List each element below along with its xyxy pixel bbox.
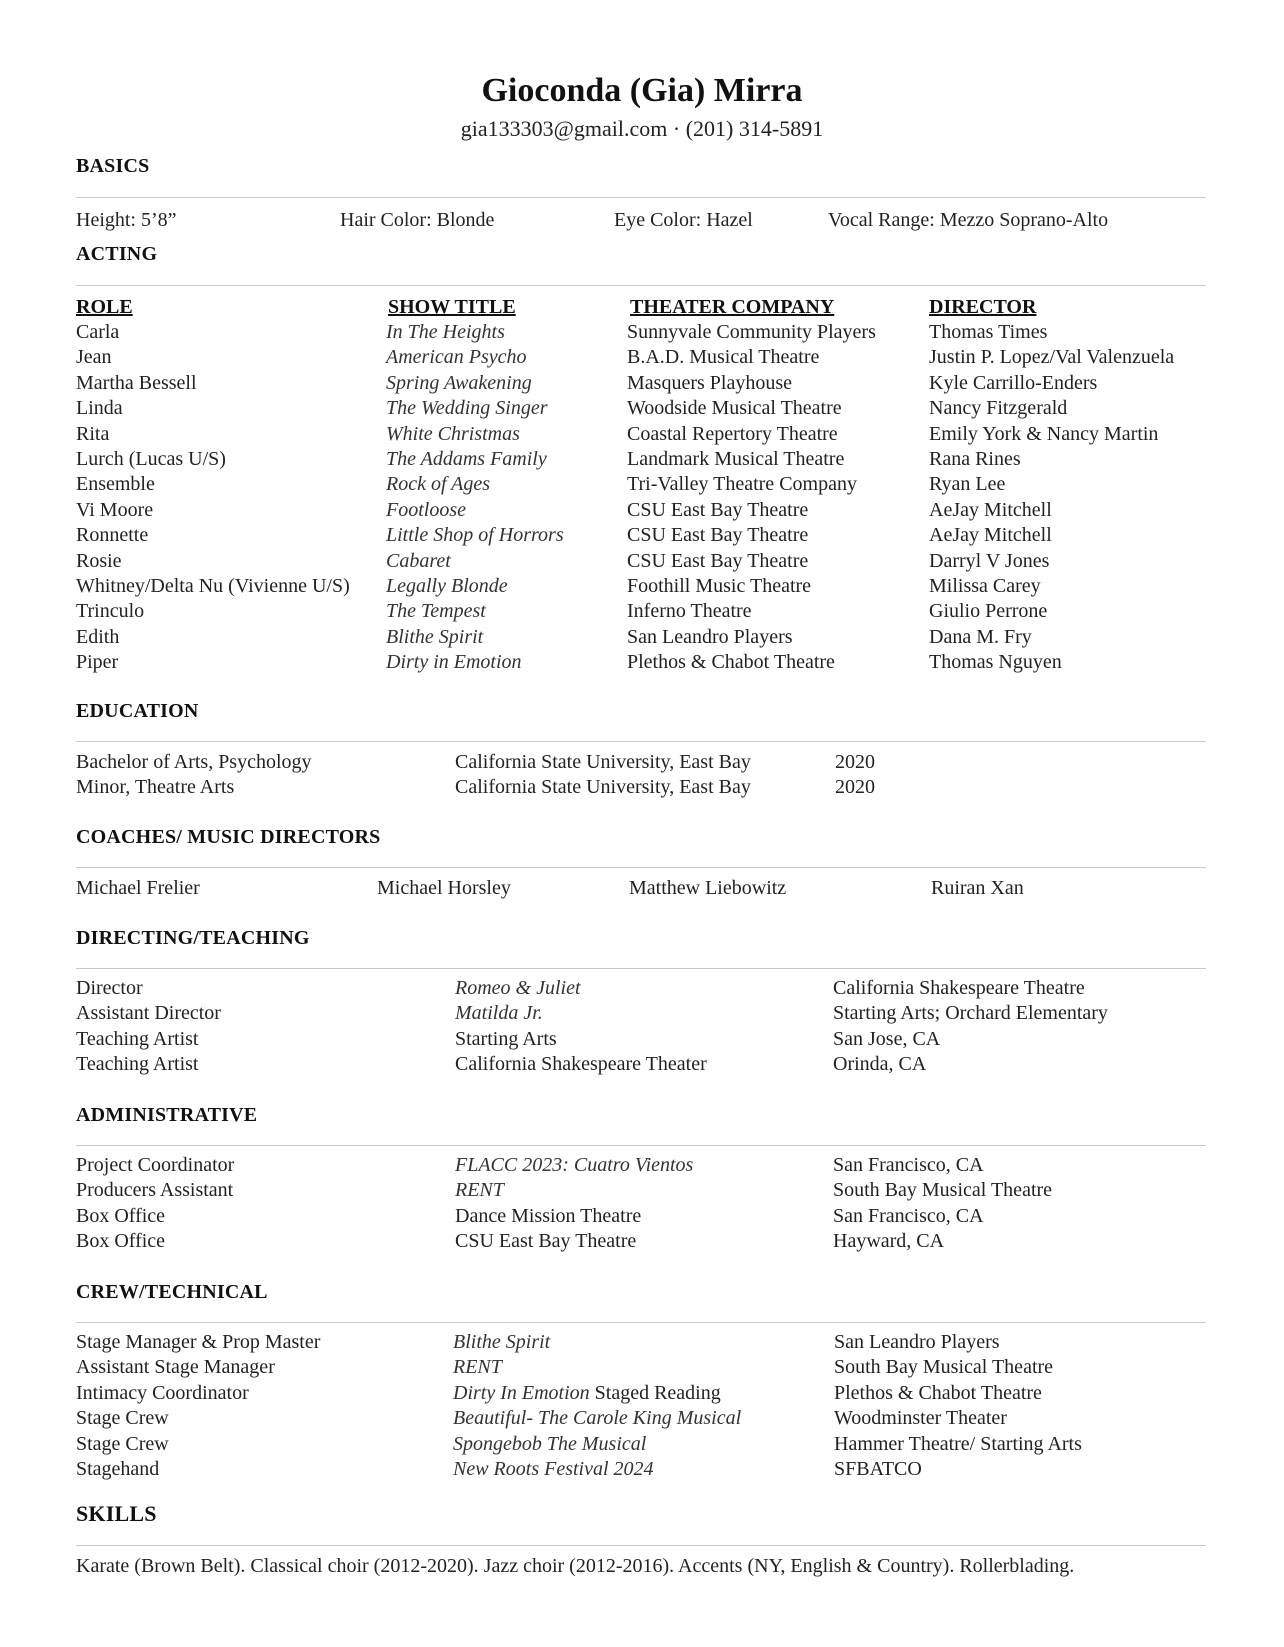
administrative-row-title: CSU East Bay Theatre [455,1230,637,1253]
crew-title-italic: Beautiful- The Carole King Musical [453,1407,742,1430]
directing-row-role: Teaching Artist [76,1053,199,1076]
coach-name: Michael Horsley [377,877,511,899]
administrative-row-title: RENT [455,1179,504,1202]
acting-theater-company: CSU East Bay Theatre [627,498,809,521]
acting-role: Rita [76,422,110,445]
acting-row [0,447,1284,472]
administrative-row-role: Producers Assistant [76,1179,234,1202]
education-school: California State University, East Bay [455,751,751,773]
directing-row-role: Teaching Artist [76,1027,199,1050]
skills-heading: SKILLS [76,1501,157,1526]
crew-title-italic: RENT [453,1356,502,1379]
crew-title-italic: Spongebob The Musical [453,1432,647,1455]
coaches-row [0,876,1284,901]
acting-heading: ACTING [76,243,158,265]
education-year: 2020 [835,751,875,773]
administrative-row [0,1153,1284,1178]
skills-divider [76,1545,1206,1546]
crew-place: SFBATCO [834,1458,922,1480]
acting-theater-company: Coastal Repertory Theatre [627,422,838,445]
crew-title-suffix: Staged Reading [589,1381,721,1404]
crew-role: Assistant Stage Manager [76,1356,275,1379]
acting-theater-company: CSU East Bay Theatre [627,524,809,547]
role-column-header: ROLE [76,296,133,318]
acting-show-title: The Tempest [386,600,486,623]
vocal-range-value: Vocal Range: Mezzo Soprano-Alto [828,209,1109,231]
directing-divider [76,968,1206,969]
crew-row [0,1406,1284,1431]
education-degree: Minor, Theatre Arts [76,776,235,799]
acting-role: Whitney/Delta Nu (Vivienne U/S) [76,575,350,597]
acting-director: Kyle Carrillo-Enders [929,371,1098,394]
education-row [0,775,1284,800]
crew-place: San Leandro Players [834,1331,1000,1353]
directing-row-title: Starting Arts [455,1027,557,1050]
directing-row [0,1001,1284,1026]
crew-row [0,1381,1284,1406]
acting-director: AeJay Mitchell [929,498,1052,521]
directing-row-title: Matilda Jr. [455,1002,543,1025]
basics-heading: BASICS [76,155,150,177]
crew-place: Plethos & Chabot Theatre [834,1381,1042,1404]
directing-row-place: Starting Arts; Orchard Elementary [833,1002,1108,1025]
resume-name: Gioconda (Gia) Mirra [481,72,803,109]
height-value: Height: 5’8” [76,209,177,231]
coach-name: Ruiran Xan [931,877,1024,899]
acting-show-title: Cabaret [386,549,451,572]
acting-theater-company: Tri-Valley Theatre Company [627,473,857,496]
acting-show-title: Little Shop of Horrors [386,524,564,547]
administrative-row-place: San Francisco, CA [833,1204,984,1227]
basics-row [0,208,1284,233]
directing-row [0,1027,1284,1052]
directing-row-title: California Shakespeare Theater [455,1053,707,1076]
acting-row [0,650,1284,675]
acting-role: Jean [76,346,112,369]
crew-divider [76,1322,1206,1323]
acting-show-title: Rock of Ages [386,473,491,496]
acting-show-title: The Addams Family [386,448,547,470]
crew-role: Intimacy Coordinator [76,1381,249,1404]
acting-row [0,422,1284,447]
show-title-column-header: SHOW TITLE [388,296,516,318]
acting-show-title: Blithe Spirit [386,625,484,648]
crew-row [0,1457,1284,1482]
coaches-heading: COACHES/ MUSIC DIRECTORS [76,826,381,848]
acting-column-headers [0,295,1284,320]
coach-name: Matthew Liebowitz [629,877,787,899]
crew-title [453,1457,654,1482]
acting-role: Piper [76,651,119,674]
acting-theater-company: San Leandro Players [627,625,793,648]
acting-row [0,498,1284,523]
administrative-row-place: South Bay Musical Theatre [833,1179,1053,1202]
acting-row [0,625,1284,650]
education-school: California State University, East Bay [455,776,751,799]
acting-show-title: Dirty in Emotion [386,651,522,674]
crew-title [453,1406,741,1431]
acting-row [0,396,1284,421]
acting-director: Giulio Perrone [929,600,1048,623]
directing-row-place: Orinda, CA [833,1053,927,1076]
administrative-row-place: San Francisco, CA [833,1154,984,1176]
acting-director: AeJay Mitchell [929,524,1052,547]
crew-title-italic: Blithe Spirit [453,1331,551,1353]
acting-director: Emily York & Nancy Martin [929,422,1159,445]
acting-row [0,345,1284,370]
crew-place: Hammer Theatre/ Starting Arts [834,1432,1082,1455]
administrative-row-role: Project Coordinator [76,1154,235,1176]
education-divider [76,741,1206,742]
acting-role: Ensemble [76,473,155,496]
acting-show-title: American Psycho [386,346,527,369]
directing-row-place: California Shakespeare Theatre [833,977,1085,999]
crew-title [453,1432,646,1457]
directing-row [0,976,1284,1001]
education-row [0,750,1284,775]
acting-role: Carla [76,321,120,343]
acting-role: Vi Moore [76,498,154,521]
acting-role: Linda [76,397,123,420]
acting-theater-company: Sunnyvale Community Players [627,321,876,343]
hair-color-value: Hair Color: Blonde [340,209,495,231]
acting-director: Darryl V Jones [929,549,1050,572]
administrative-row [0,1204,1284,1229]
administrative-row-title: FLACC 2023: Cuatro Vientos [455,1154,694,1176]
acting-show-title: Spring Awakening [386,371,532,394]
acting-show-title: Footloose [386,498,466,521]
acting-row [0,574,1284,599]
administrative-row [0,1178,1284,1203]
acting-director: Milissa Carey [929,575,1041,597]
acting-role: Lurch (Lucas U/S) [76,448,226,470]
acting-theater-company: Inferno Theatre [627,600,752,623]
acting-theater-company: Foothill Music Theatre [627,575,812,597]
crew-title [453,1330,550,1355]
directing-heading: DIRECTING/TEACHING [76,927,310,949]
acting-director: Rana Rines [929,448,1021,470]
acting-director: Justin P. Lopez/Val Valenzuela [929,346,1175,369]
administrative-row-role: Box Office [76,1230,166,1253]
basics-divider [76,197,1206,198]
acting-director: Dana M. Fry [929,625,1032,648]
crew-title-italic: New Roots Festival 2024 [453,1458,654,1480]
acting-show-title: Legally Blonde [386,575,508,597]
education-degree: Bachelor of Arts, Psychology [76,751,312,773]
administrative-row-place: Hayward, CA [833,1230,945,1253]
administrative-row [0,1229,1284,1254]
directing-row-role: Director [76,977,143,999]
crew-place: South Bay Musical Theatre [834,1356,1054,1379]
acting-role: Edith [76,625,120,648]
crew-role: Stage Crew [76,1432,169,1455]
crew-role: Stage Crew [76,1407,169,1430]
directing-row-place: San Jose, CA [833,1027,941,1050]
acting-divider [76,285,1206,286]
crew-role: Stagehand [76,1458,160,1480]
administrative-row-title: Dance Mission Theatre [455,1204,642,1227]
acting-theater-company: Woodside Musical Theatre [627,397,842,420]
directing-row [0,1052,1284,1077]
directing-row-title: Romeo & Juliet [455,977,581,999]
crew-title [453,1381,721,1406]
acting-director: Thomas Times [929,321,1048,343]
eye-color-value: Eye Color: Hazel [614,209,753,231]
acting-role: Trinculo [76,600,145,623]
acting-theater-company: Landmark Musical Theatre [627,448,845,470]
skills-text: Karate (Brown Belt). Classical choir (2012-2020). Jazz choir (2012-2016). Accents (NY, English & Country). Rollerblading. [76,1555,1075,1577]
crew-title [453,1355,502,1380]
acting-show-title: In The Heights [386,321,505,343]
acting-theater-company: Masquers Playhouse [627,371,792,394]
education-heading: EDUCATION [76,700,199,722]
crew-role: Stage Manager & Prop Master [76,1331,321,1353]
crew-heading: CREW/TECHNICAL [76,1281,268,1303]
coaches-divider [76,867,1206,868]
acting-theater-company: CSU East Bay Theatre [627,549,809,572]
acting-show-title: The Wedding Singer [386,397,548,420]
education-year: 2020 [835,776,875,799]
crew-row [0,1330,1284,1355]
acting-row [0,599,1284,624]
theater-company-column-header: THEATER COMPANY [630,296,835,318]
acting-role: Ronnette [76,524,149,547]
acting-director: Nancy Fitzgerald [929,397,1068,420]
acting-show-title: White Christmas [386,422,520,445]
acting-row [0,523,1284,548]
administrative-divider [76,1145,1206,1146]
acting-theater-company: B.A.D. Musical Theatre [627,346,820,369]
directing-row-role: Assistant Director [76,1002,221,1025]
administrative-row-role: Box Office [76,1204,166,1227]
acting-row [0,320,1284,345]
acting-role: Rosie [76,549,122,572]
coach-name: Michael Frelier [76,877,200,899]
administrative-heading: ADMINISTRATIVE [76,1104,258,1126]
crew-place: Woodminster Theater [834,1407,1007,1430]
acting-director: Ryan Lee [929,473,1006,496]
crew-row [0,1432,1284,1457]
acting-row [0,472,1284,497]
acting-row [0,549,1284,574]
acting-director: Thomas Nguyen [929,651,1062,674]
contact-line: gia133303@gmail.com · (201) 314-5891 [460,116,824,141]
acting-row [0,371,1284,396]
acting-theater-company: Plethos & Chabot Theatre [627,651,835,674]
crew-row [0,1355,1284,1380]
director-column-header: DIRECTOR [929,296,1037,318]
acting-role: Martha Bessell [76,371,197,394]
crew-title-italic: Dirty In Emotion [453,1381,590,1404]
